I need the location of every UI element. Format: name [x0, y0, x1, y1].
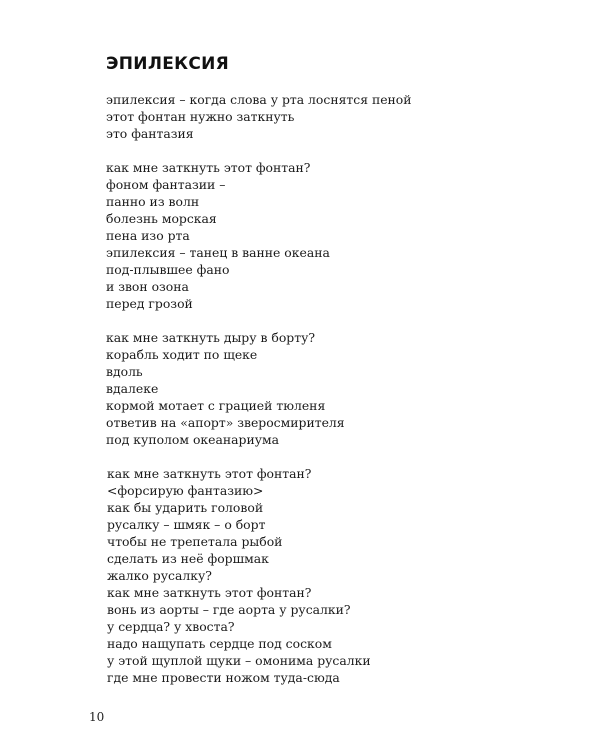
poem-line: корабль ходит по щеке: [106, 347, 258, 362]
poem-title: ЭПИЛЕКСИЯ: [106, 54, 230, 74]
poem-line: <форсирую фантазию>: [107, 483, 264, 498]
poem-line: ответив на «апорт» зверосмирителя: [106, 415, 345, 430]
poem-line: русалку – шмяк – о борт: [107, 517, 266, 532]
poem-line: сделать из неё форшмак: [107, 551, 269, 566]
poem-line: у сердца? у хвоста?: [107, 619, 235, 634]
poem-line: эпилексия – танец в ванне океана: [106, 245, 330, 260]
poem-line: где мне провести ножом туда-сюда: [107, 670, 340, 685]
poem-line: вонь из аорты – где аорта у русалки?: [107, 602, 351, 617]
poem-line: жалко русалку?: [107, 568, 212, 583]
poem-line: как мне заткнуть этот фонтан?: [106, 160, 311, 175]
stanza-3: [106, 329, 526, 448]
poem-line: как мне заткнуть этот фонтан?: [107, 466, 312, 481]
poem-line: под-плывшее фано: [106, 262, 230, 277]
poem-line: панно из волн: [106, 194, 200, 209]
poem-line: фоном фантазии –: [106, 177, 226, 192]
page-number: 10: [89, 710, 105, 724]
poem-line: и звон озона: [106, 279, 189, 294]
stanza-2: [106, 159, 526, 312]
poem-line: вдалеке: [106, 381, 159, 396]
poem-body: [106, 91, 526, 686]
stanza-4: [107, 465, 526, 686]
poem-line: чтобы не трепетала рыбой: [107, 534, 283, 549]
poem-line: под куполом океанариума: [106, 432, 280, 447]
poem-line: вдоль: [106, 364, 143, 379]
poem-line: как бы ударить головой: [107, 500, 264, 515]
poem-line: пена изо рта: [106, 228, 190, 243]
poem-line: это фантазия: [106, 126, 194, 141]
poem-line: надо нащупать сердце под соском: [107, 636, 332, 651]
poem-line: кормой мотает с грацией тюленя: [106, 398, 326, 413]
poem-line: как мне заткнуть дыру в борту?: [106, 330, 316, 345]
stanza-1: [106, 91, 526, 142]
poem-line: как мне заткнуть этот фонтан?: [107, 585, 312, 600]
poem-line: болезнь морская: [106, 211, 217, 226]
poem-line: эпилексия – когда слова у рта лоснятся пеной: [106, 92, 412, 107]
poem-line: у этой щуплой щуки – омонима русалки: [107, 653, 371, 668]
poem-line: перед грозой: [106, 296, 193, 311]
poem-line: этот фонтан нужно заткнуть: [106, 109, 295, 124]
